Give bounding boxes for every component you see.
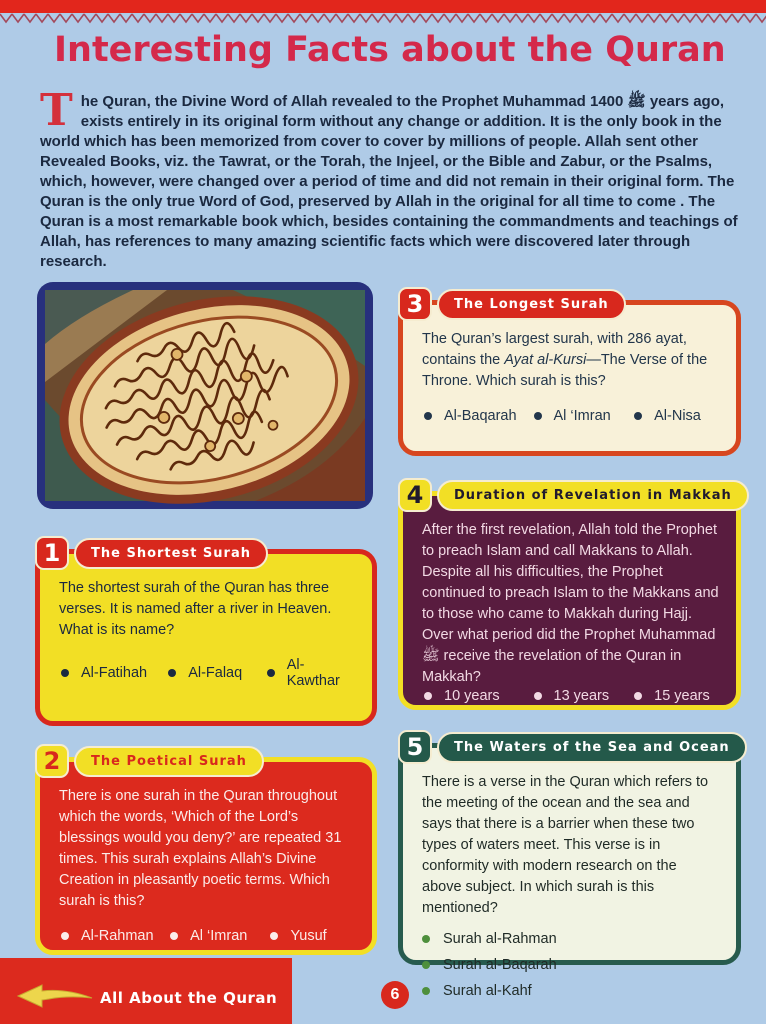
footer-nav-label: All About the Quran <box>100 989 278 1007</box>
question-text: —The Verse of the Throne. Which surah is this? <box>422 352 708 389</box>
back-arrow-icon <box>16 982 94 1010</box>
quiz-2-options <box>59 928 356 944</box>
quiz-box-2 <box>35 747 377 955</box>
quiz-option <box>422 931 720 947</box>
quiz-4-question: After the first revelation, Allah told the Prophet to preach Islam and call Makkans to Allah. Despite all his difficulties, the Prophet continued to preach Islam to the Makkans and to those who came to Makkah during Hajj. Over what period did the Prophet Muhammad ﷺ receive the revelation of the Quran in Makkah? <box>422 522 719 685</box>
quiz-4-title: Duration of Revelation in Makkah <box>437 480 749 511</box>
quiz-2-header <box>35 744 264 778</box>
quiz-box-4 <box>398 481 741 710</box>
option-label: Al ‘Imran <box>190 928 248 944</box>
quiz-4-options <box>422 688 720 704</box>
intro-text: he Quran, the Divine Word of Allah revealed to the Prophet Muhammad ﷺ 1400 years ago, exists entirely in its original form without any change or addition. It is the only book in the world which has been memorized from cover to cover by millions of people. Allah sent other Revealed Books, viz. the Tawrat, or the Torah, the Injeel, or the Bible and Zabur, or the Psalms, which, however, were changed over a period of time and did not remain in their original form. The Quran is the only true Word of God, preserved by Allah in the original for all time to come . The Quran is a most remarkable book which, besides containing the commandments and teachings of Allah, has references to many amazing scientific facts which were discovered later through research. <box>40 93 738 270</box>
quiz-box-1 <box>35 539 377 726</box>
option-label: Al-Kawthar <box>286 657 340 689</box>
bullet-icon <box>424 412 432 420</box>
quiz-option <box>534 688 635 704</box>
quiz-option <box>422 983 720 999</box>
quiz-option <box>634 408 701 424</box>
bullet-icon <box>170 932 178 940</box>
quiz-3-title: The Longest Surah <box>437 289 626 320</box>
quiz-box-5 <box>398 733 741 999</box>
question-italic-text: Ayat al-Kursi <box>504 352 587 368</box>
option-label: Al-Nisa <box>654 408 701 424</box>
bullet-icon <box>267 669 275 677</box>
option-label: 15 years <box>654 688 710 704</box>
option-label: 10 years <box>444 688 500 704</box>
quiz-option <box>424 408 534 424</box>
quiz-5-options <box>422 931 720 999</box>
quiz-box-3 <box>398 290 741 456</box>
quiz-5-question: There is a verse in the Quran which refers to the meeting of the ocean and the sea and says that there is a barrier when these two types of waters meet. This verse is in conformity with modern research on the above subject. In which surah is this mentioned? <box>422 774 709 916</box>
quiz-option <box>61 928 170 944</box>
option-label: Surah al-Kahf <box>443 983 532 999</box>
quiz-1-title: The Shortest Surah <box>74 538 268 569</box>
option-label: Al-Baqarah <box>444 408 517 424</box>
option-label: Yusuf <box>290 928 327 944</box>
bullet-icon <box>61 932 69 940</box>
quiz-4-header <box>398 478 749 512</box>
bullet-icon <box>424 692 432 700</box>
quiz-1-number-badge: 1 <box>35 536 69 570</box>
intro-paragraph <box>40 85 740 272</box>
quiz-3-number-badge: 3 <box>398 287 432 321</box>
bullet-icon <box>61 669 69 677</box>
quiz-option <box>170 928 270 944</box>
option-label: 13 years <box>553 688 610 704</box>
bullet-icon <box>422 935 430 943</box>
page-title: Interesting Facts about the Quran <box>54 30 726 70</box>
footer-nav <box>0 958 292 1024</box>
quiz-2-question: There is one surah in the Quran throughout which the words, ‘Which of the Lord’s blessings would you deny?’ are repeated 31 times. This surah explains Allah’s Divine Creation in pleasantly poetic terms. Which surah is this? <box>59 788 342 909</box>
bullet-icon <box>534 692 542 700</box>
drop-cap: T <box>40 85 73 136</box>
quiz-3-question <box>422 329 720 392</box>
quiz-option <box>424 688 534 704</box>
quiz-1-options <box>59 657 356 689</box>
option-label: Al-Rahman <box>81 928 154 944</box>
bullet-icon <box>634 692 642 700</box>
quiz-1-header <box>35 536 268 570</box>
quiz-5-title: The Waters of the Sea and Ocean <box>437 732 747 763</box>
quiz-2-title: The Poetical Surah <box>74 746 264 777</box>
bullet-icon <box>634 412 642 420</box>
quiz-option <box>534 408 635 424</box>
page-number-badge: 6 <box>381 981 409 1009</box>
question-text: The Quran’s largest surah, with 286 ayat, contains the <box>422 331 687 368</box>
option-label: Surah al-Rahman <box>443 931 557 947</box>
quiz-3-header <box>398 287 626 321</box>
quran-photo <box>37 282 373 509</box>
bullet-icon <box>422 987 430 995</box>
quiz-1-question: The shortest surah of the Quran has three verses. It is named after a river in Heaven. What is its name? <box>59 580 332 638</box>
quiz-option <box>61 665 168 681</box>
option-label: Al-Fatihah <box>81 665 148 681</box>
bullet-icon <box>168 669 176 677</box>
quiz-5-number-badge: 5 <box>398 730 432 764</box>
bullet-icon <box>270 932 278 940</box>
quiz-option <box>267 657 356 689</box>
option-label: Al-Falaq <box>188 665 243 681</box>
quiz-option <box>634 688 710 704</box>
quiz-3-options <box>422 408 720 424</box>
quiz-option <box>270 928 326 944</box>
option-label: Surah al-Baqarah <box>443 957 557 973</box>
top-red-band <box>0 0 766 13</box>
option-label: Al ‘Imran <box>553 408 611 424</box>
quiz-2-number-badge: 2 <box>35 744 69 778</box>
quiz-4-number-badge: 4 <box>398 478 432 512</box>
zigzag-border <box>0 13 766 25</box>
bullet-icon <box>534 412 542 420</box>
quiz-option <box>168 665 267 681</box>
quiz-option <box>422 957 720 973</box>
quiz-5-header <box>398 730 747 764</box>
bullet-icon <box>422 961 430 969</box>
